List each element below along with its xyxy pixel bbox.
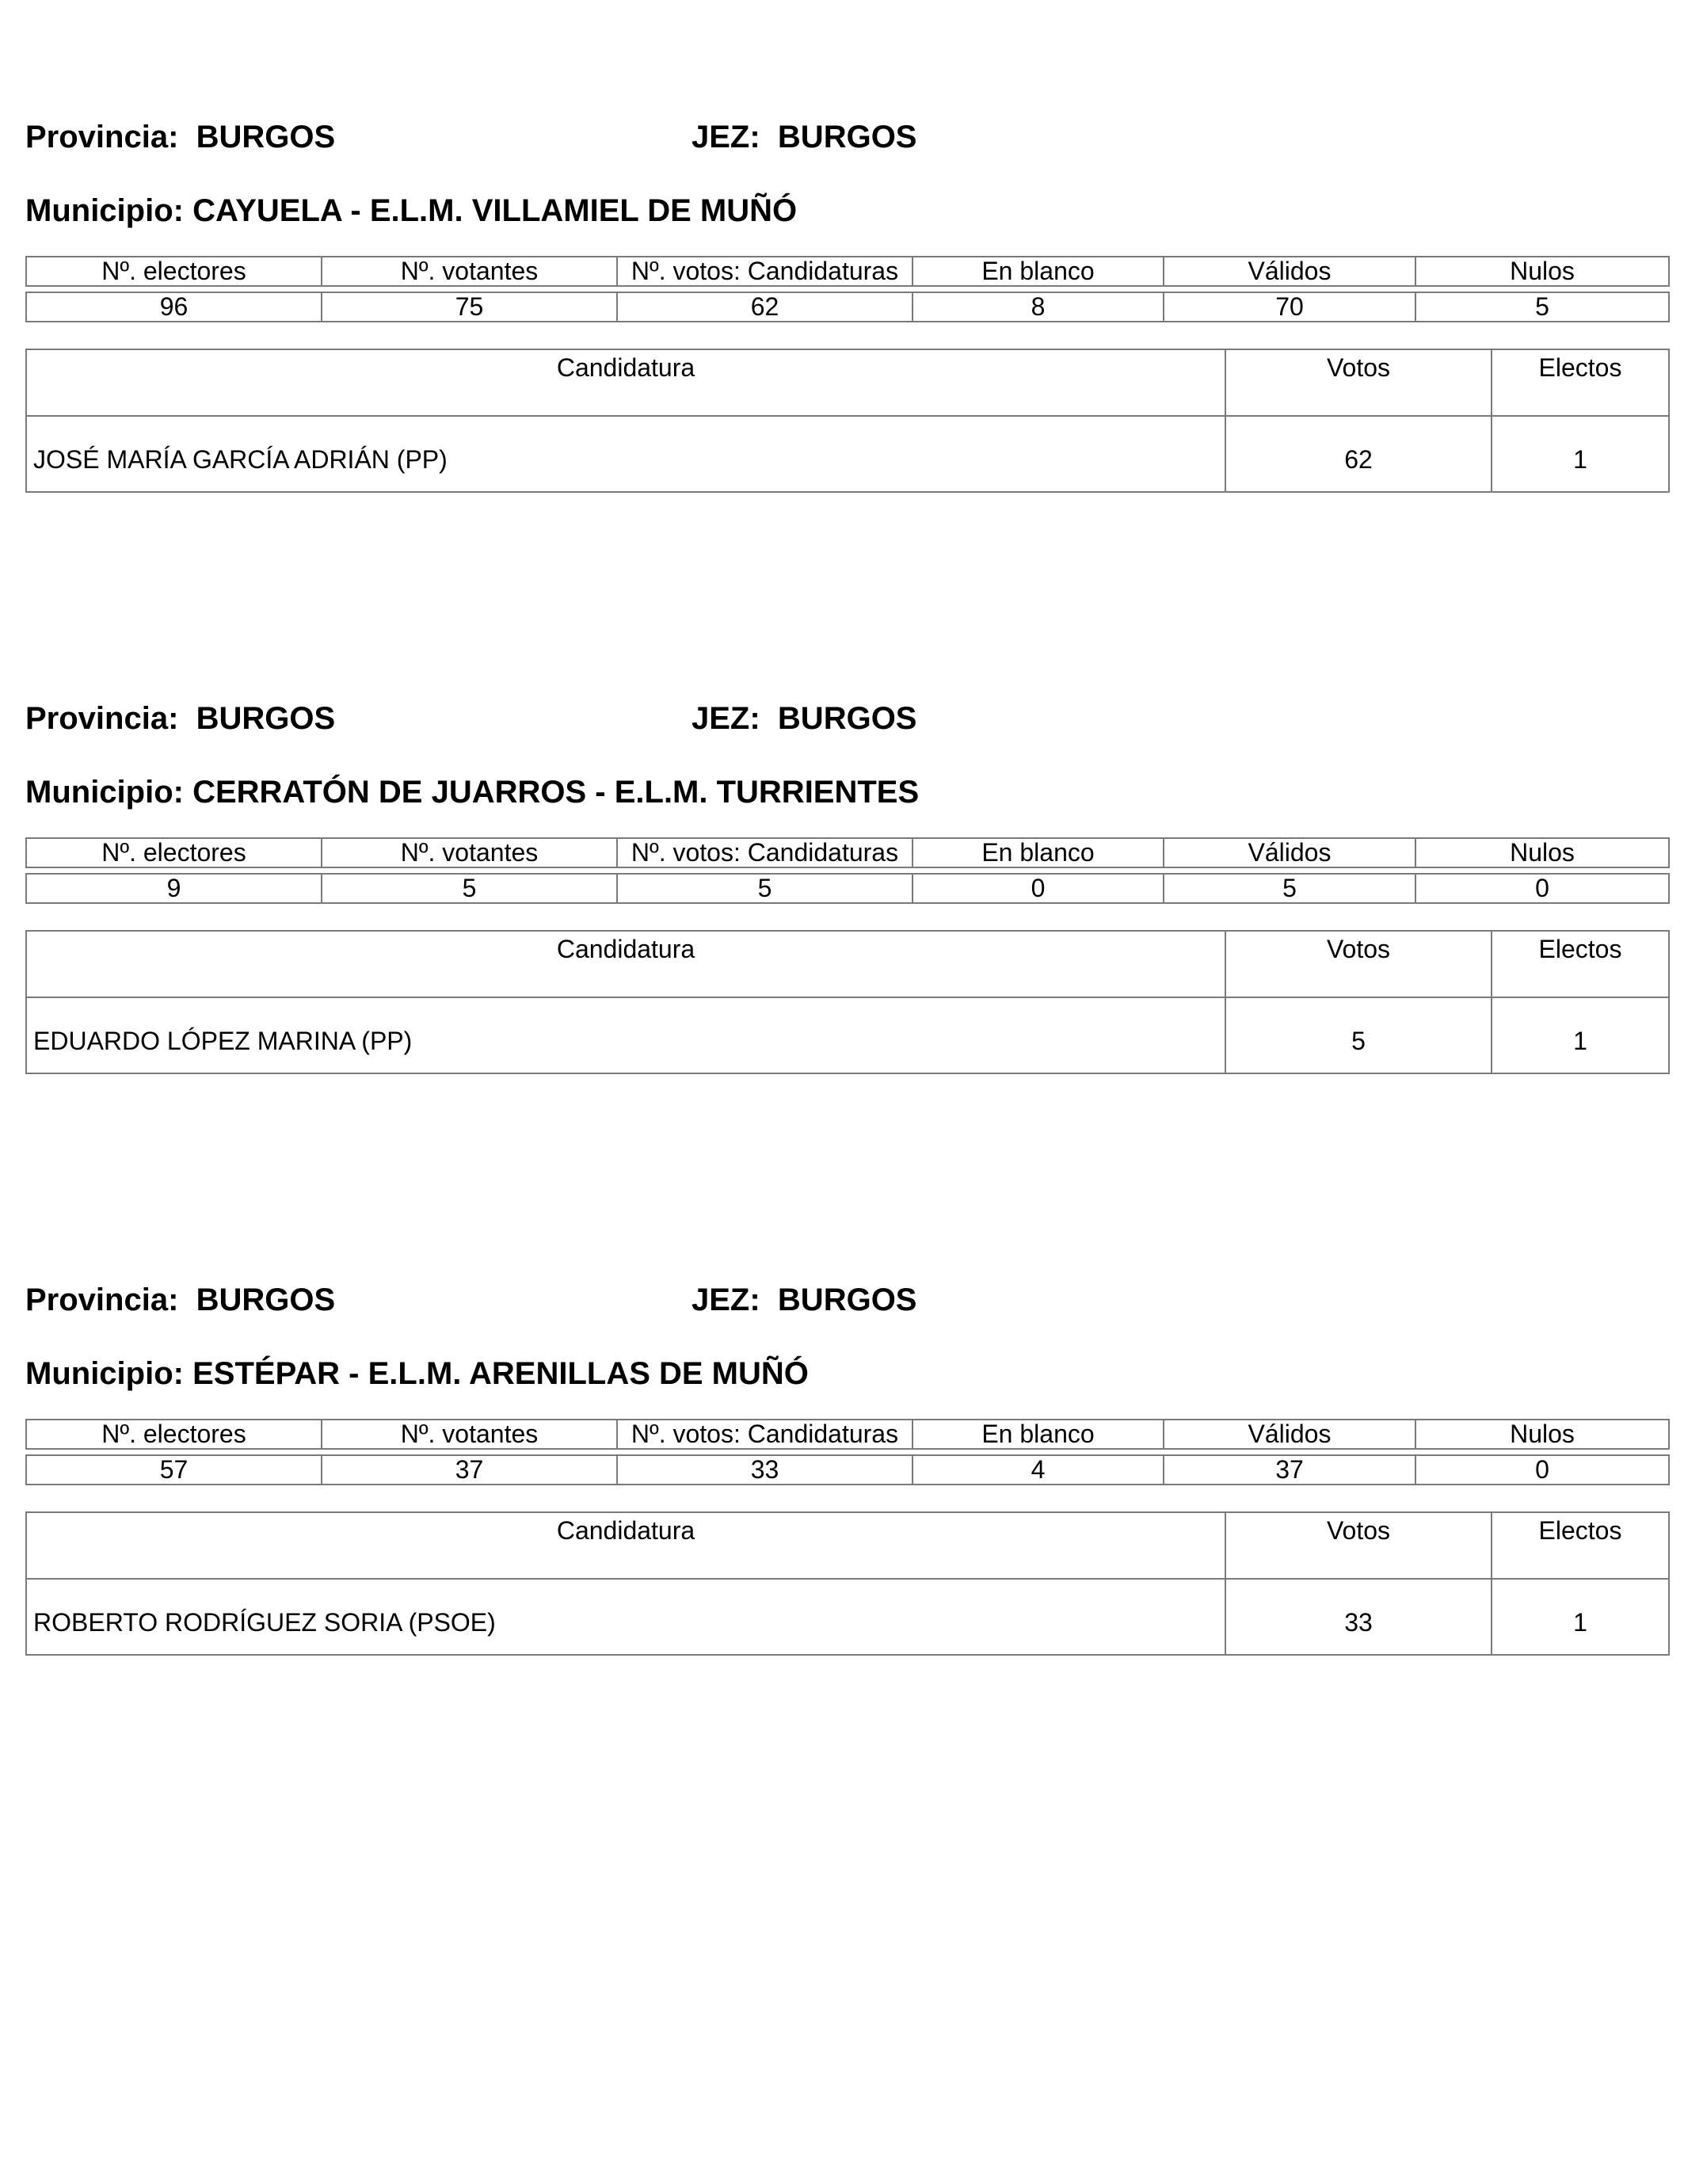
stats-value: 0 (1415, 874, 1669, 903)
stats-header: Nulos (1415, 1420, 1669, 1449)
municipality-title: Municipio: ESTÉPAR - E.L.M. ARENILLAS DE MUÑÓ (25, 1356, 809, 1391)
stats-header: Válidos (1164, 838, 1415, 867)
stats-header: Nº. electores (26, 1420, 322, 1449)
stats-header-row (26, 838, 1669, 867)
province-value: BURGOS (196, 1283, 336, 1317)
jez-value: BURGOS (777, 1283, 917, 1317)
stats-header: Nulos (1415, 257, 1669, 286)
candidate-elected: 1 (1492, 416, 1669, 492)
stats-value: 57 (26, 1455, 322, 1485)
jez-label: JEZ: BURGOS (692, 701, 917, 736)
candidate-header: Candidatura (26, 349, 1225, 416)
candidate-header: Candidatura (26, 931, 1225, 997)
province-value: BURGOS (196, 120, 336, 154)
candidate-header-row (26, 349, 1669, 416)
stats-header: Nº. votantes (322, 838, 617, 867)
stats-value: 0 (912, 874, 1164, 903)
municipality-value: ESTÉPAR - E.L.M. ARENILLAS DE MUÑÓ (192, 1356, 809, 1391)
stats-header: En blanco (912, 257, 1164, 286)
stats-value: 37 (322, 1455, 617, 1485)
candidate-votes: 33 (1225, 1579, 1492, 1655)
province-line (25, 117, 1668, 157)
stats-value: 70 (1164, 292, 1415, 322)
stats-header-row (26, 257, 1669, 286)
candidate-table (25, 1511, 1670, 1656)
candidate-name: EDUARDO LÓPEZ MARINA (PP) (26, 997, 1225, 1073)
candidate-header: Votos (1225, 1512, 1492, 1579)
province-value: BURGOS (196, 701, 336, 736)
stats-header: Nulos (1415, 838, 1669, 867)
stats-value: 62 (617, 292, 912, 322)
stats-value: 0 (1415, 1455, 1669, 1485)
municipality-section (25, 699, 1668, 1055)
stats-header: Nº. votantes (322, 1420, 617, 1449)
stats-table (25, 256, 1670, 322)
municipality-value: CAYUELA - E.L.M. VILLAMIEL DE MUÑÓ (192, 193, 798, 228)
stats-value: 5 (322, 874, 617, 903)
candidate-votes: 5 (1225, 997, 1492, 1073)
province-label: Provincia: BURGOS (25, 120, 336, 154)
stats-value: 4 (912, 1455, 1164, 1485)
candidate-header: Votos (1225, 349, 1492, 416)
stats-value: 8 (912, 292, 1164, 322)
stats-header: Válidos (1164, 257, 1415, 286)
stats-value-row (26, 1455, 1669, 1485)
stats-header: Nº. votos: Candidaturas (617, 1420, 912, 1449)
stats-value-row (26, 292, 1669, 322)
municipality-title: Municipio: CAYUELA - E.L.M. VILLAMIEL DE MUÑÓ (25, 193, 798, 228)
stats-header: En blanco (912, 838, 1164, 867)
municipality-section (25, 1280, 1668, 1637)
jez-value: BURGOS (777, 120, 917, 154)
stats-value: 5 (1415, 292, 1669, 322)
province-label: Provincia: BURGOS (25, 1283, 336, 1317)
municipality-value: CERRATÓN DE JUARROS - E.L.M. TURRIENTES (192, 775, 920, 810)
stats-table (25, 1419, 1670, 1485)
candidate-header-row (26, 1512, 1669, 1579)
candidate-table (25, 349, 1670, 493)
candidate-row (26, 1579, 1669, 1655)
candidate-header-row (26, 931, 1669, 997)
stats-value: 37 (1164, 1455, 1415, 1485)
stats-value: 75 (322, 292, 617, 322)
candidate-header: Electos (1492, 931, 1669, 997)
candidate-votes: 62 (1225, 416, 1492, 492)
candidate-name: JOSÉ MARÍA GARCÍA ADRIÁN (PP) (26, 416, 1225, 492)
candidate-header: Electos (1492, 349, 1669, 416)
stats-header: En blanco (912, 1420, 1164, 1449)
stats-header-row (26, 1420, 1669, 1449)
jez-label: JEZ: BURGOS (692, 120, 917, 154)
municipality-section (25, 117, 1668, 474)
stats-header: Nº. electores (26, 257, 322, 286)
jez-value: BURGOS (777, 701, 917, 736)
stats-header: Nº. electores (26, 838, 322, 867)
province-line (25, 1280, 1668, 1320)
stats-value: 33 (617, 1455, 912, 1485)
stats-header: Nº. votos: Candidaturas (617, 838, 912, 867)
province-line (25, 699, 1668, 738)
stats-value-row (26, 874, 1669, 903)
candidate-header: Electos (1492, 1512, 1669, 1579)
candidate-table (25, 930, 1670, 1074)
candidate-elected: 1 (1492, 1579, 1669, 1655)
candidate-header: Votos (1225, 931, 1492, 997)
jez-label: JEZ: BURGOS (692, 1283, 917, 1317)
stats-value: 9 (26, 874, 322, 903)
candidate-header: Candidatura (26, 1512, 1225, 1579)
stats-header: Nº. votantes (322, 257, 617, 286)
stats-header: Válidos (1164, 1420, 1415, 1449)
candidate-elected: 1 (1492, 997, 1669, 1073)
candidate-name: ROBERTO RODRÍGUEZ SORIA (PSOE) (26, 1579, 1225, 1655)
candidate-row (26, 416, 1669, 492)
municipality-title: Municipio: CERRATÓN DE JUARROS - E.L.M. TURRIENTES (25, 775, 920, 810)
stats-table (25, 837, 1670, 904)
candidate-row (26, 997, 1669, 1073)
stats-value: 5 (617, 874, 912, 903)
stats-value: 96 (26, 292, 322, 322)
province-label: Provincia: BURGOS (25, 701, 336, 736)
stats-header: Nº. votos: Candidaturas (617, 257, 912, 286)
stats-value: 5 (1164, 874, 1415, 903)
